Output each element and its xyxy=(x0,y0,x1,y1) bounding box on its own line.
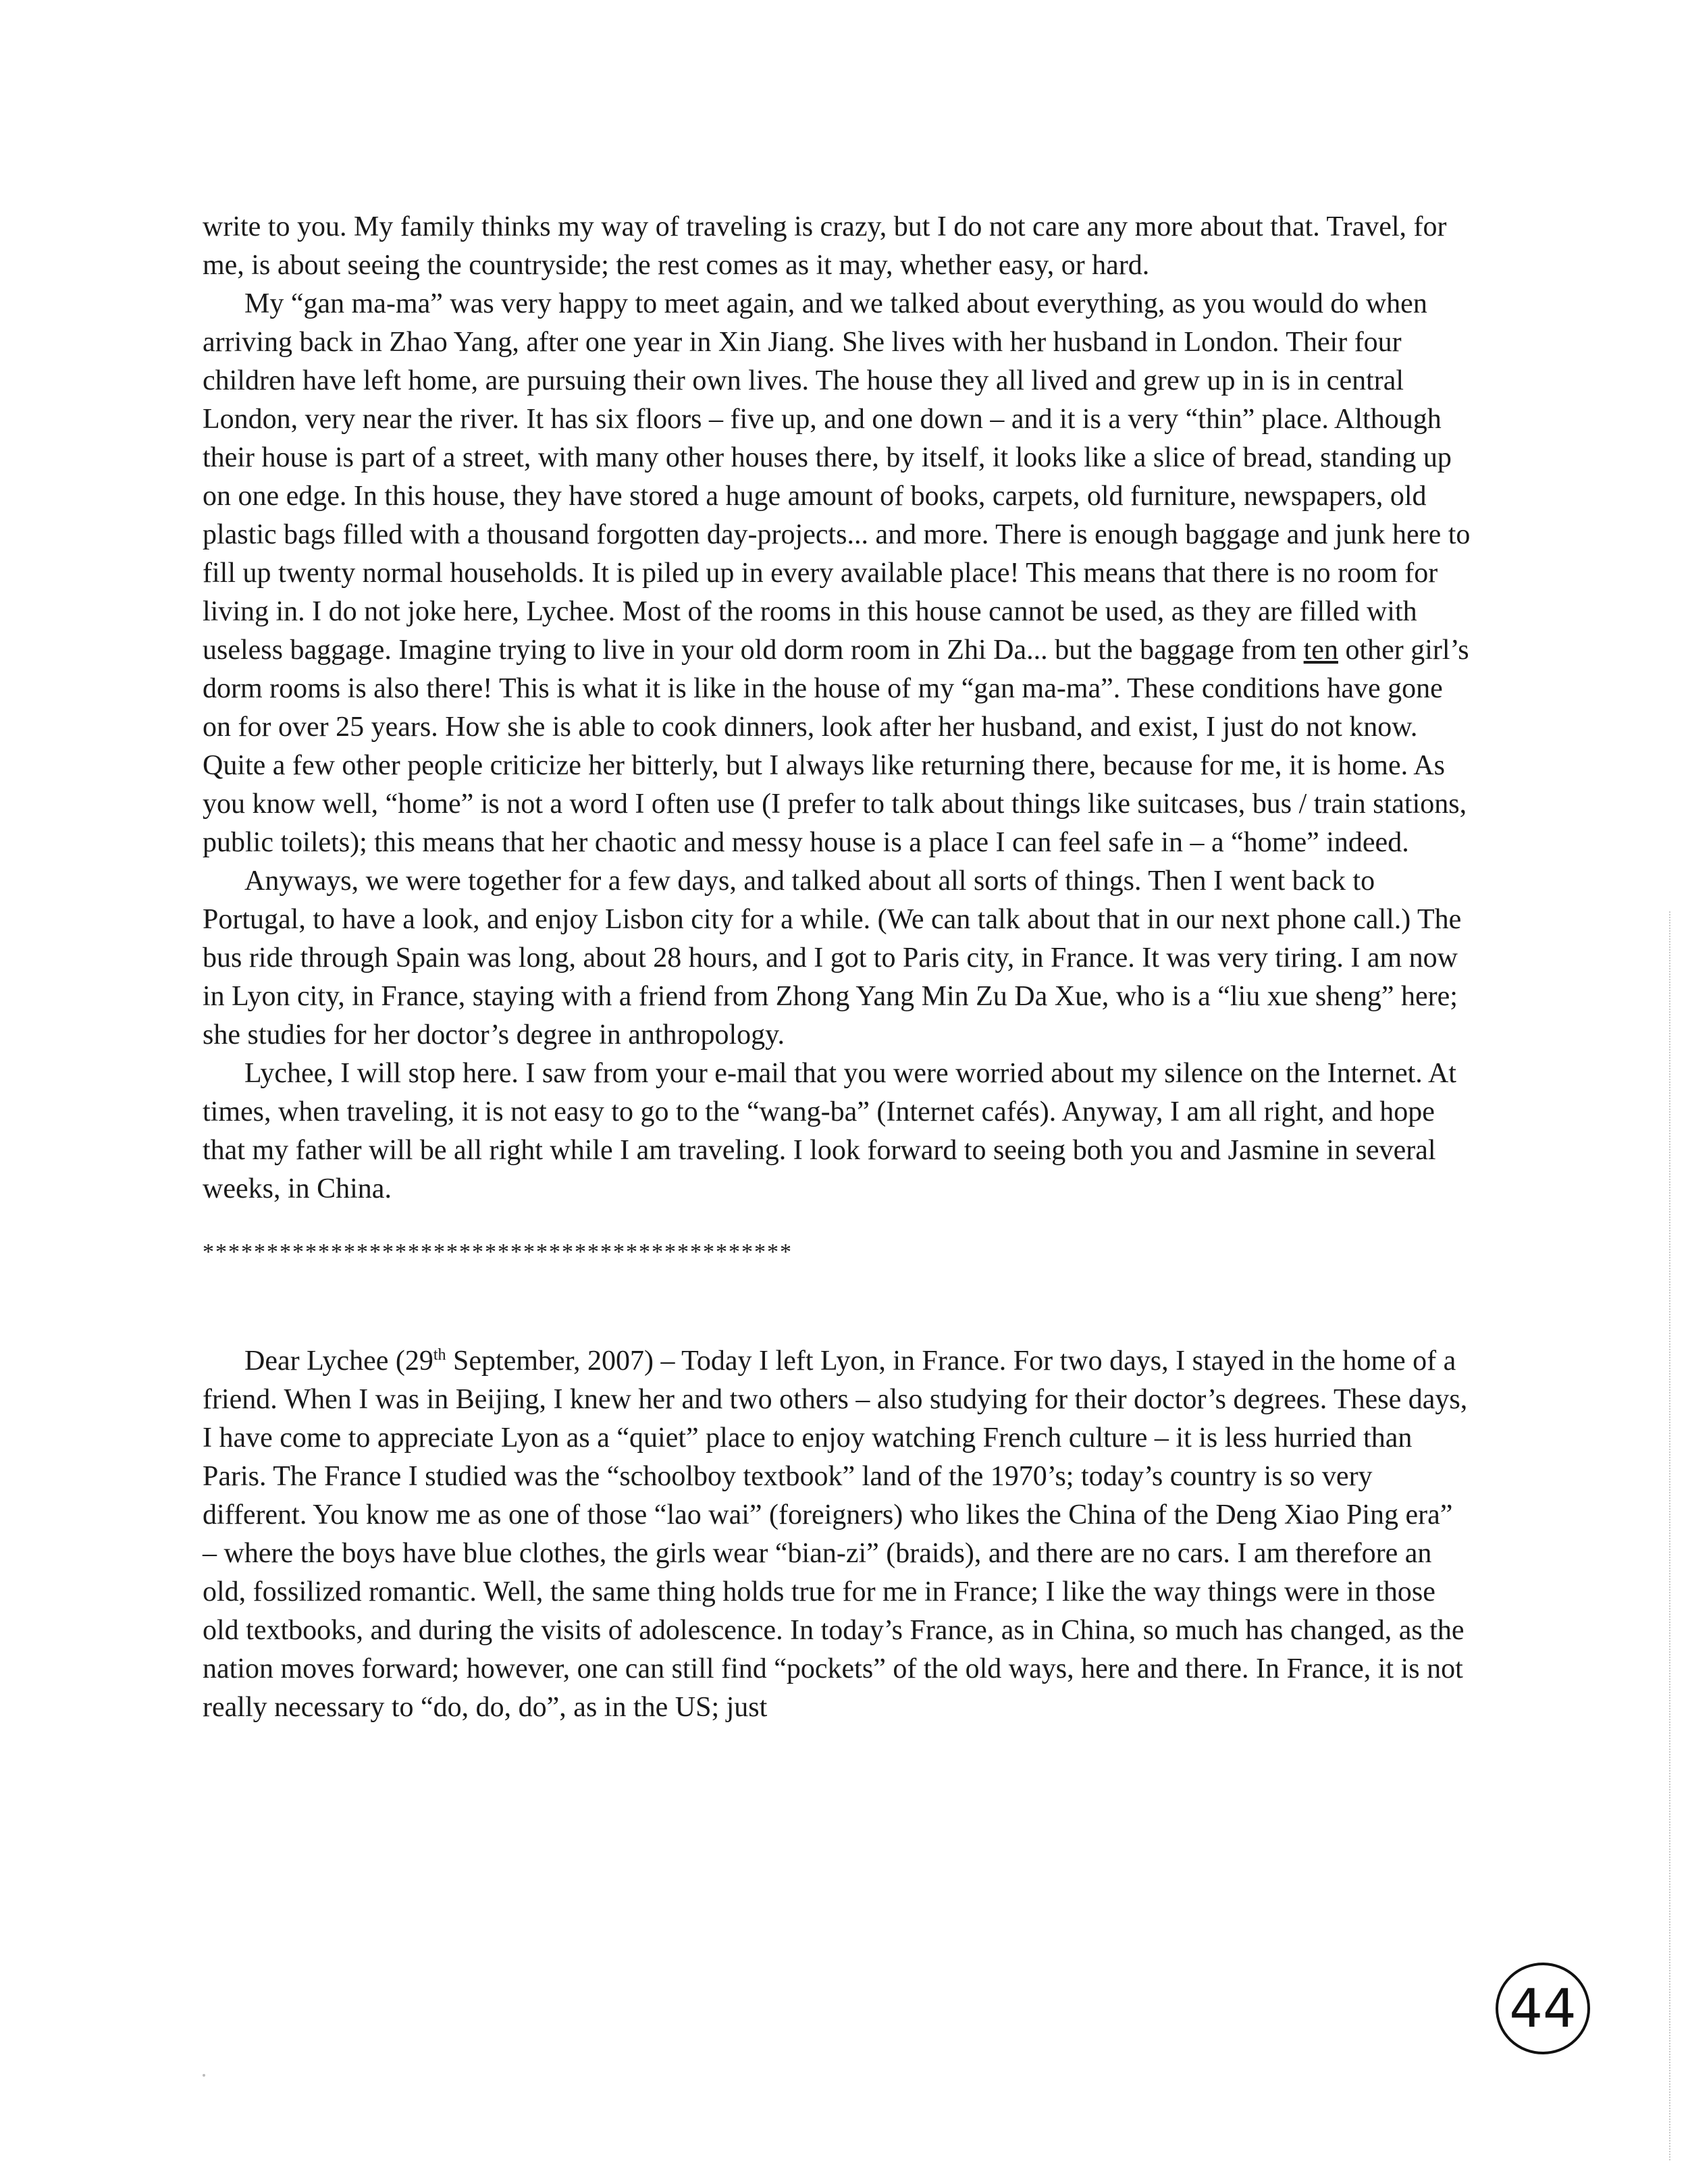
paragraph-text: September, 2007) – Today I left Lyon, in France. For two days, I stayed in the home of a friend. When I was in Beijing, I knew her and two others – also studying for their doctor’s degrees. These days, I have come to appreciate Lyon as a “quiet” place to enjoy watching French culture – it is less hurried than Paris. The France I studied was the “schoolboy textbook” land of the 1970’s; today’s country is so very different. You know me as one of those “lao wai” (foreigners) who likes the China of the Deng Xiao Ping era” – where the boys have blue clothes, the girls wear “bian-zi” (braids), and there are no cars. I am therefore an old, fossilized romantic. Well, the same thing holds true for me in France; I like the way things were in those old textbooks, and during the visits of adolescence. In today’s France, as in China, so much has changed, as the nation moves forward; however, one can still find “pockets” of the old ways, here and there. In France, it is not really necessary to “do, do, do”, as in the US; just xyxy=(203,1346,1468,1723)
date-superscript: th xyxy=(433,1346,446,1364)
paragraph-gan-ma-ma-house xyxy=(203,285,1472,862)
underlined-word: ten xyxy=(1303,635,1338,666)
paragraph-text: My “gan ma-ma” was very happy to meet again, and we talked about everything, as you would do when arriving back in Zhao Yang, after one year in Xin Jiang. She lives with her husband in London. Their four children have left home, are pursuing their own lives. The house they all lived and grew up in is in central London, very near the river. It has six floors – five up, and one down – and it is a very “thin” place. Although their house is part of a street, with many other houses there, by itself, it looks like a slice of bread, standing up on one edge. In this house, they have stored a huge amount of books, carpets, old furniture, newspapers, old plastic bags filled with a thousand forgotten day-projects... and more. There is enough baggage and junk here to fill up twenty normal households. It is piled up in every available place! This means that there is no room for living in. I do not joke here, Lychee. Most of the rooms in this house cannot be used, as they are filled with useless baggage. Imagine trying to live in your old dorm room in Zhi Da... but the baggage from xyxy=(203,288,1471,666)
letter-page xyxy=(203,208,1472,1727)
scan-speck xyxy=(203,2074,205,2077)
paragraph-text-continued: other girl’s dorm rooms is also there! This is what it is like in the house of my “gan ma-ma”. These conditions have gone on for over 25 years. How she is able to cook dinners, look after her husband, and exist, I just do not know. Quite a few other people criticize her bitterly, but I always like returning there, because for me, it is home. As you know well, “home” is not a word I often use (I prefer to talk about things like suitcases, bus / train stations, public toilets); this means that her chaotic and messy house is a place I can feel safe in – a “home” indeed. xyxy=(203,635,1469,858)
paragraph-portugal-lyon: Anyways, we were together for a few days, and talked about all sorts of things. Then I went back to Portugal, to have a look, and enjoy Lisbon city for a while. (We can talk about that in our next phone call.) The bus ride through Spain was long, about 28 hours, and I got to Paris city, in France. It was very tiring. I am now in Lyon city, in France, staying with a friend from Zhong Yang Min Zu Da Xue, who is a “liu xue sheng” here; she studies for her doctor’s degree in anthropology. xyxy=(203,865,1462,1050)
paragraph-travel-opinion: write to you. My family thinks my way of traveling is crazy, but I do not care any more about that. Travel, for me, is about seeing the countryside; the rest comes as it may, whether easy, or hard. xyxy=(203,211,1447,281)
paragraph-dear-lychee xyxy=(203,1342,1472,1727)
paragraph-closing: Lychee, I will stop here. I saw from your e-mail that you were worried about my silence on the Internet. At times, when traveling, it is not easy to go to the “wang-ba” (Internet cafés). Anyway, I am all right, and hope that my father will be all right while I am traveling. I look forward to seeing both you and Jasmine in several weeks, in China. xyxy=(203,1058,1456,1204)
salutation: Dear Lychee (29 xyxy=(244,1346,433,1377)
page-number-text: 44 xyxy=(1509,1979,1577,2040)
asterisk-separator: ********************************************** xyxy=(203,1240,793,1264)
handwritten-page-number xyxy=(1492,1958,1593,2059)
circled-number-icon xyxy=(1492,1958,1593,2059)
scan-edge-marks xyxy=(1669,911,1674,2160)
